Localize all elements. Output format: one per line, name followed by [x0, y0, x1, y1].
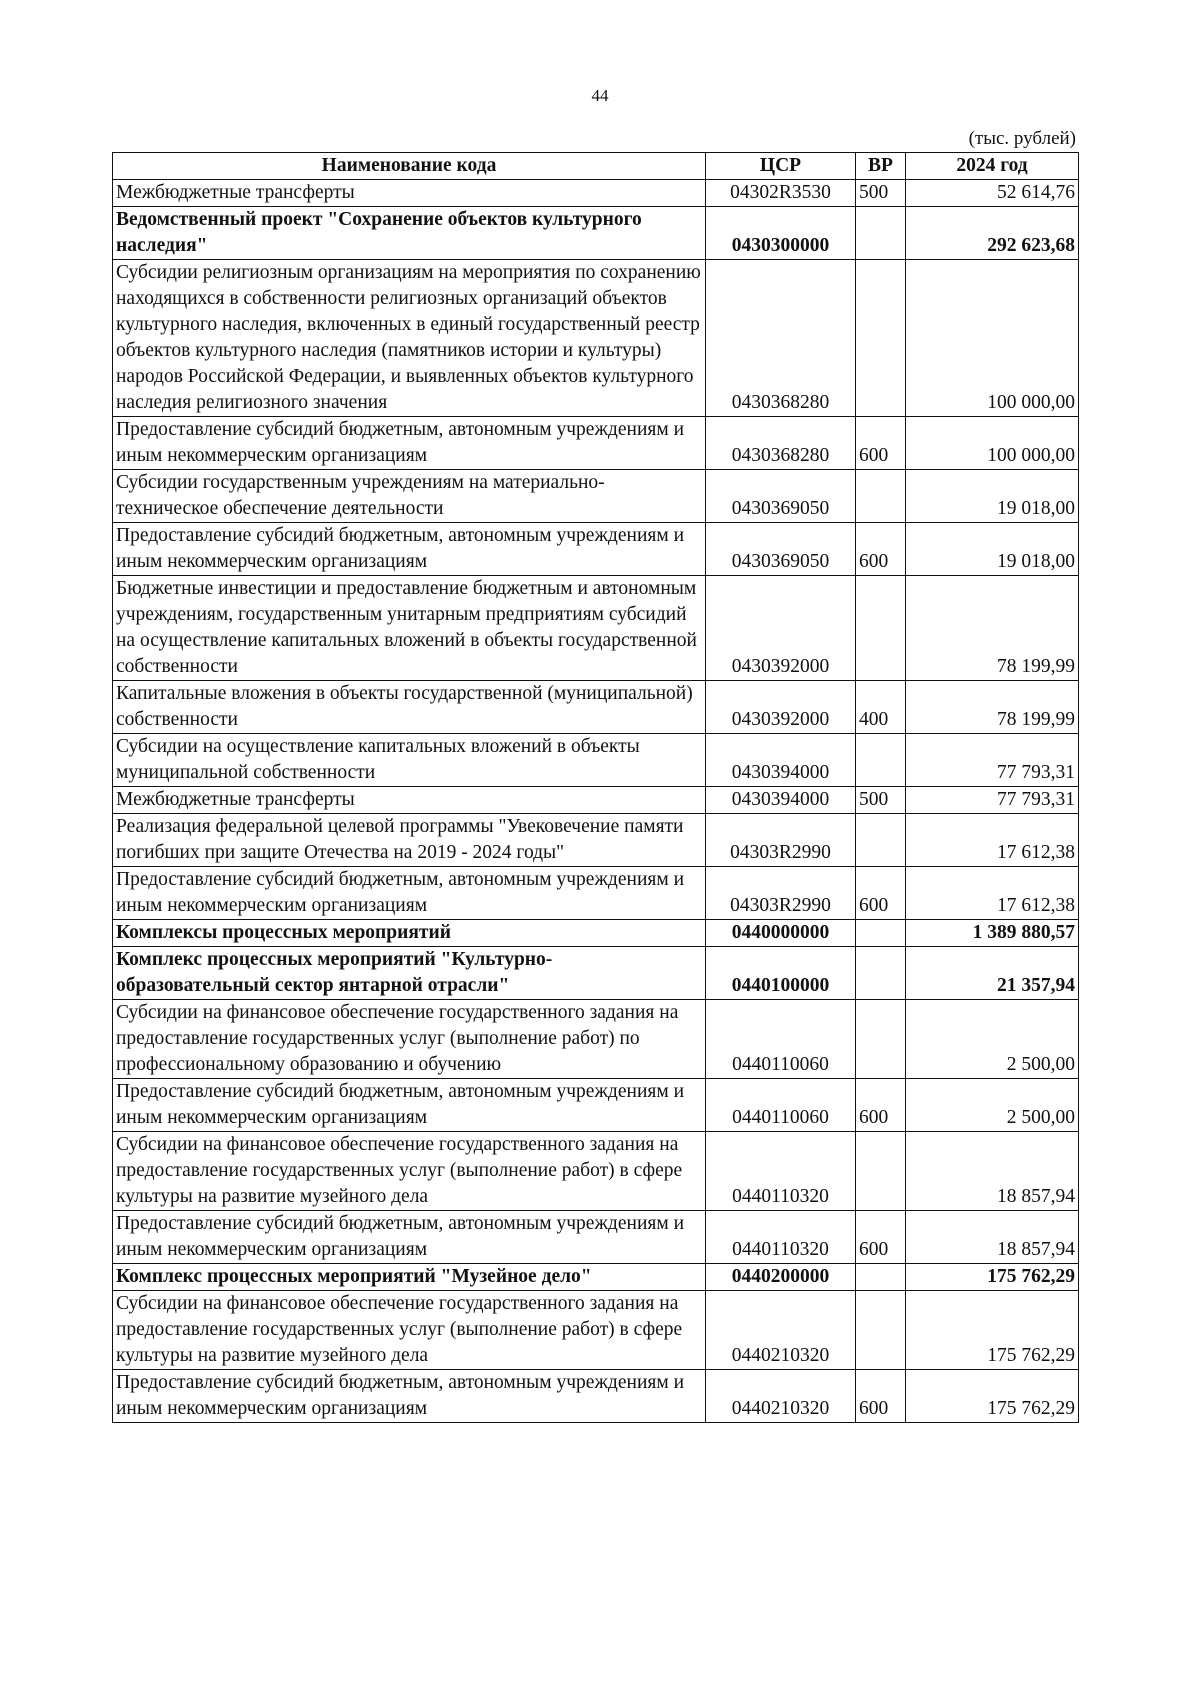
table-row [113, 180, 1079, 207]
row-vr [856, 1291, 906, 1370]
row-vr [856, 1132, 906, 1211]
header-vr: ВР [856, 153, 906, 180]
row-vr [856, 947, 906, 1000]
table-row [113, 1370, 1079, 1423]
row-name: Межбюджетные трансферты [113, 180, 706, 207]
table-row [113, 207, 1079, 260]
row-amount: 2 500,00 [906, 1000, 1079, 1079]
table-row [113, 470, 1079, 523]
row-vr: 600 [856, 523, 906, 576]
row-name: Субсидии религиозным организациям на мероприятия по сохранению находящихся в собственности религиозных организаций объектов культурного наследия, включенных в единый государственный реестр объектов культурного наследия (памятников истории и культуры) народов Российской Федерации, и выявленных объектов культурного наследия религиозного значения [113, 260, 706, 417]
row-amount: 17 612,38 [906, 867, 1079, 920]
row-csr: 0440110060 [706, 1079, 856, 1132]
row-vr [856, 576, 906, 681]
row-name: Межбюджетные трансферты [113, 787, 706, 814]
row-vr: 400 [856, 681, 906, 734]
row-vr: 600 [856, 1370, 906, 1423]
row-amount: 78 199,99 [906, 681, 1079, 734]
table-header-row [113, 153, 1079, 180]
table-row [113, 787, 1079, 814]
table-body [113, 180, 1079, 1423]
row-csr: 0440110060 [706, 1000, 856, 1079]
table-row [113, 260, 1079, 417]
table-row [113, 1079, 1079, 1132]
row-amount: 1 389 880,57 [906, 920, 1079, 947]
row-csr: 04303R2990 [706, 867, 856, 920]
row-csr: 0430300000 [706, 207, 856, 260]
row-name: Предоставление субсидий бюджетным, автономным учреждениям и иным некоммерческим организациям [113, 417, 706, 470]
table-row [113, 814, 1079, 867]
row-csr: 04302R3530 [706, 180, 856, 207]
row-amount: 18 857,94 [906, 1211, 1079, 1264]
row-vr [856, 734, 906, 787]
row-csr: 0440210320 [706, 1370, 856, 1423]
row-amount: 77 793,31 [906, 787, 1079, 814]
table-row [113, 1000, 1079, 1079]
row-amount: 19 018,00 [906, 523, 1079, 576]
row-amount: 292 623,68 [906, 207, 1079, 260]
row-name: Предоставление субсидий бюджетным, автономным учреждениям и иным некоммерческим организациям [113, 1370, 706, 1423]
header-name: Наименование кода [113, 153, 706, 180]
table-row [113, 920, 1079, 947]
table-row [113, 734, 1079, 787]
row-csr: 0440110320 [706, 1211, 856, 1264]
table-row [113, 681, 1079, 734]
row-csr: 0430394000 [706, 787, 856, 814]
row-amount: 175 762,29 [906, 1264, 1079, 1291]
row-amount: 52 614,76 [906, 180, 1079, 207]
table-row [113, 576, 1079, 681]
table-row [113, 1211, 1079, 1264]
row-amount: 18 857,94 [906, 1132, 1079, 1211]
row-name: Ведомственный проект "Сохранение объектов культурного наследия" [113, 207, 706, 260]
row-name: Предоставление субсидий бюджетным, автономным учреждениям и иным некоммерческим организациям [113, 523, 706, 576]
row-vr [856, 920, 906, 947]
row-vr: 600 [856, 867, 906, 920]
row-name: Субсидии на осуществление капитальных вложений в объекты муниципальной собственности [113, 734, 706, 787]
budget-table [112, 152, 1079, 1423]
row-csr: 0430392000 [706, 681, 856, 734]
table-row [113, 1132, 1079, 1211]
page-number: 44 [591, 86, 609, 105]
row-name: Комплекс процессных мероприятий "Культурно-образовательный сектор янтарной отрасли" [113, 947, 706, 1000]
row-vr: 500 [856, 180, 906, 207]
table-row [113, 417, 1079, 470]
row-vr [856, 207, 906, 260]
table-row [113, 947, 1079, 1000]
row-name: Комплекс процессных мероприятий "Музейное дело" [113, 1264, 706, 1291]
row-vr: 500 [856, 787, 906, 814]
row-csr: 0440110320 [706, 1132, 856, 1211]
row-name: Капитальные вложения в объекты государственной (муниципальной) собственности [113, 681, 706, 734]
row-name: Субсидии на финансовое обеспечение государственного задания на предоставление государственных услуг (выполнение работ) по профессиональному образованию и обучению [113, 1000, 706, 1079]
row-csr: 0430392000 [706, 576, 856, 681]
row-csr: 0430369050 [706, 470, 856, 523]
row-name: Предоставление субсидий бюджетным, автономным учреждениям и иным некоммерческим организациям [113, 1211, 706, 1264]
row-name: Предоставление субсидий бюджетным, автономным учреждениям и иным некоммерческим организациям [113, 1079, 706, 1132]
table-row [113, 1264, 1079, 1291]
row-csr: 0430369050 [706, 523, 856, 576]
row-amount: 19 018,00 [906, 470, 1079, 523]
row-amount: 2 500,00 [906, 1079, 1079, 1132]
row-csr: 0440210320 [706, 1291, 856, 1370]
row-vr: 600 [856, 1079, 906, 1132]
table-row [113, 523, 1079, 576]
row-csr: 0440100000 [706, 947, 856, 1000]
table-row [113, 867, 1079, 920]
row-csr: 0440000000 [706, 920, 856, 947]
row-vr [856, 814, 906, 867]
row-vr: 600 [856, 417, 906, 470]
row-csr: 0430394000 [706, 734, 856, 787]
row-name: Субсидии государственным учреждениям на материально-техническое обеспечение деятельности [113, 470, 706, 523]
row-vr [856, 1264, 906, 1291]
row-csr: 0440200000 [706, 1264, 856, 1291]
row-amount: 21 357,94 [906, 947, 1079, 1000]
row-csr: 04303R2990 [706, 814, 856, 867]
row-csr: 0430368280 [706, 417, 856, 470]
row-amount: 175 762,29 [906, 1291, 1079, 1370]
row-vr [856, 260, 906, 417]
row-name: Реализация федеральной целевой программы "Увековечение памяти погибших при защите Отечества на 2019 - 2024 годы" [113, 814, 706, 867]
row-vr [856, 1000, 906, 1079]
row-amount: 78 199,99 [906, 576, 1079, 681]
row-amount: 77 793,31 [906, 734, 1079, 787]
table-row [113, 1291, 1079, 1370]
row-amount: 175 762,29 [906, 1370, 1079, 1423]
row-amount: 17 612,38 [906, 814, 1079, 867]
row-name: Субсидии на финансовое обеспечение государственного задания на предоставление государственных услуг (выполнение работ) в сфере культуры на развитие музейного дела [113, 1132, 706, 1211]
row-name: Предоставление субсидий бюджетным, автономным учреждениям и иным некоммерческим организациям [113, 867, 706, 920]
row-name: Субсидии на финансовое обеспечение государственного задания на предоставление государственных услуг (выполнение работ) в сфере культуры на развитие музейного дела [113, 1291, 706, 1370]
row-amount: 100 000,00 [906, 417, 1079, 470]
row-name: Комплексы процессных мероприятий [113, 920, 706, 947]
row-vr [856, 470, 906, 523]
header-csr: ЦСР [706, 153, 856, 180]
row-amount: 100 000,00 [906, 260, 1079, 417]
header-year: 2024 год [906, 153, 1079, 180]
row-name: Бюджетные инвестиции и предоставление бюджетным и автономным учреждениям, государственным унитарным предприятиям субсидий на осуществление капитальных вложений в объекты государственной собственности [113, 576, 706, 681]
row-csr: 0430368280 [706, 260, 856, 417]
units-label: (тыс. рублей) [968, 128, 1076, 149]
row-vr: 600 [856, 1211, 906, 1264]
